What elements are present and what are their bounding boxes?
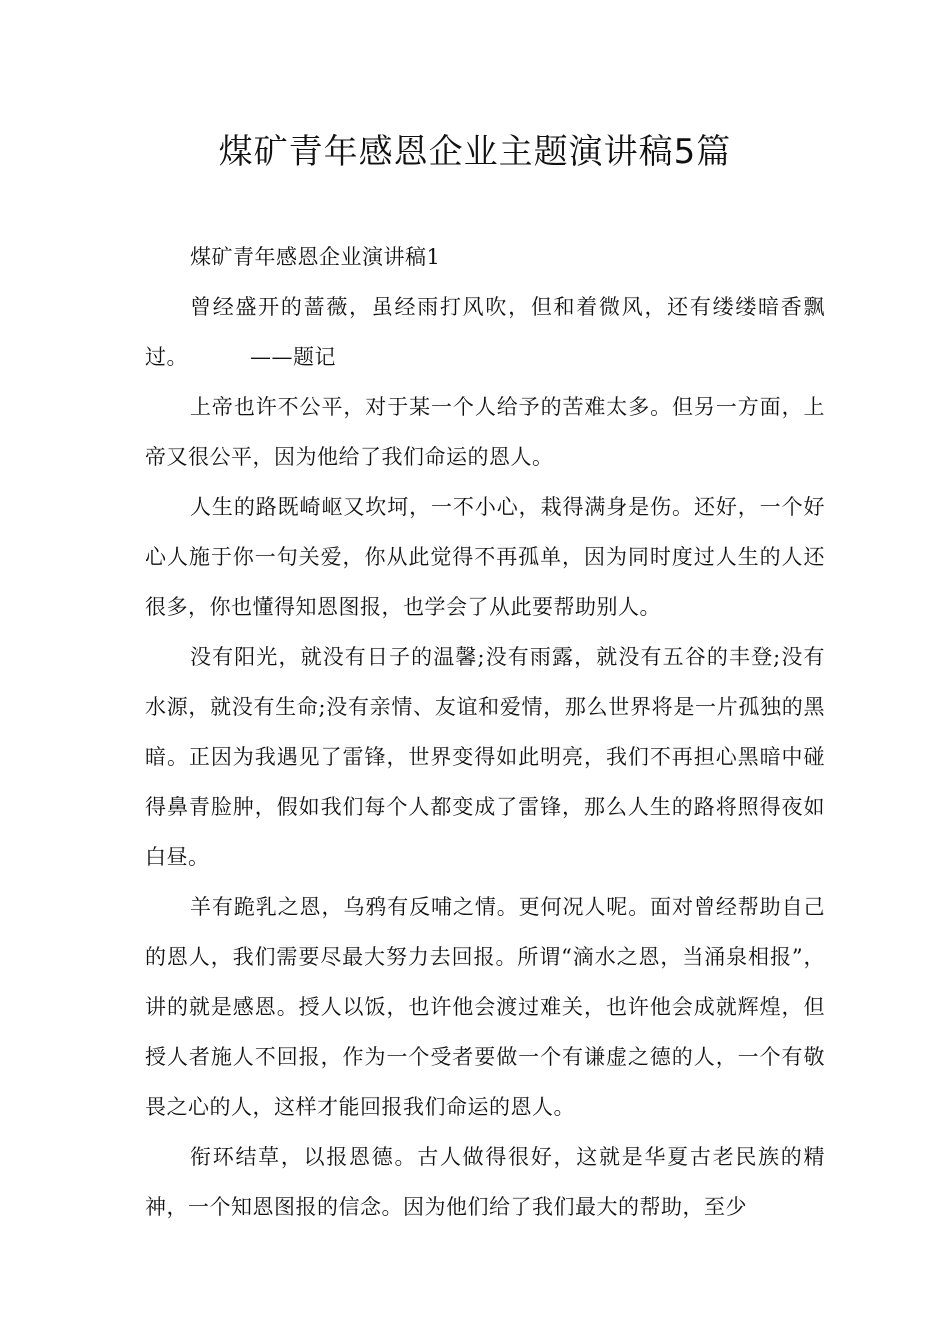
document-title: 煤矿青年感恩企业主题演讲稿5篇 [218,132,732,172]
epigraph-attribution: ——题记 [250,345,336,369]
document-body [145,232,825,1232]
epigraph [145,282,825,382]
paragraph-1: 上帝也许不公平，对于某一个人给予的苦难太多。但另一方面，上帝又很公平，因为他给了我们命运的恩人。 [145,395,825,469]
paragraph-4: 羊有跪乳之恩，乌鸦有反哺之情。更何况人呢。面对曾经帮助自己的恩人，我们需要尽最大努力去回报。所谓“滴水之恩，当涌泉相报”，讲的就是感恩。授人以饭，也许他会渡过难关，也许他会成就辉煌，但授人者施人不回报，作为一个受者要做一个有谦虚之德的人，一个有敬畏之心的人，这样才能回报我们命运的恩人。 [145,895,825,1119]
paragraph-3: 没有阳光，就没有日子的温馨;没有雨露，就没有五谷的丰登;没有水源，就没有生命;没有亲情、友谊和爱情，那么世界将是一片孤独的黑暗。正因为我遇见了雷锋，世界变得如此明亮，我们不再担心黑暗中碰得鼻青脸肿，假如我们每个人都变成了雷锋，那么人生的路将照得夜如白昼。 [145,645,825,869]
paragraph-2: 人生的路既崎岖又坎坷，一不小心，栽得满身是伤。还好，一个好心人施于你一句关爱，你从此觉得不再孤单，因为同时度过人生的人还很多，你也懂得知恩图报，也学会了从此要帮助别人。 [145,495,825,619]
section-heading: 煤矿青年感恩企业演讲稿1 [190,245,441,269]
paragraph-5: 衔环结草，以报恩德。古人做得很好，这就是华夏古老民族的精神，一个知恩图报的信念。因为他们给了我们最大的帮助，至少 [145,1145,825,1219]
epigraph-text: 曾经盛开的蔷薇，虽经雨打风吹，但和着微风，还有缕缕暗香飘过。 [145,295,825,369]
